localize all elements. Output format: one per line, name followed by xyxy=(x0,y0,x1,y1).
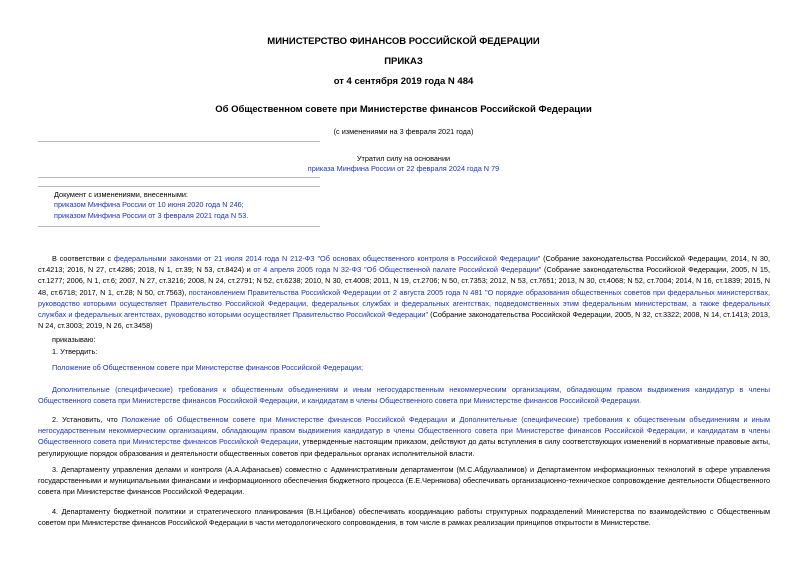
change-link-1[interactable]: приказом Минфина России от 10 июня 2020 года N 246; xyxy=(54,200,244,209)
preamble-paragraph xyxy=(38,253,770,331)
item2-paragraph xyxy=(38,414,770,459)
divider xyxy=(38,141,320,142)
repeal-link[interactable]: приказа Минфина России от 22 февраля 2024 года N 79 xyxy=(307,164,500,173)
requirements-link-2[interactable]: Дополнительные (специфические) требования к общественным объединениям и иным негосударственным некоммерческим организациям, обладающим правом выдвижения кандидатур в члены Общественного совета при Министерстве финансов Российской Федерации, и кандидатам в члены Общественного совета при Министерстве финансов Российской Федерации xyxy=(38,415,770,447)
changes-label: Документ с изменениями, внесенными: xyxy=(54,190,188,199)
text: В соответствии с xyxy=(52,254,114,263)
item4-paragraph: 4. Департаменту бюджетной политики и стратегического планирования (В.Н.Цибанов) обеспечивать координацию работы структурных подразделений Министерства по взаимодействию с Общественным советом при Министерстве финансов Российской Федерации в части методологического сопровождения, в том числе в рамках реализации принципов открытости в Министерстве. xyxy=(38,507,770,528)
date-number: от 4 сентября 2019 года N 484 xyxy=(333,76,474,87)
amendment-note: (с изменениями на 3 февраля 2021 года) xyxy=(333,127,474,136)
item3-paragraph: 3. Департаменту управления делами и контроля (А.А.Афанасьев) совместно с Административным департаментом (М.С.Абдулаалимов) и Департаментом информационных технологий в сфере управления государственными и муниципальными финансами и информационного обеспечения бюджетного процесса (Е.Е.Чернякова) обеспечивать организационно-техническое сопровождение деятельности Общественного совета при Министерстве финансов Российской Федерации. xyxy=(38,465,770,497)
item1-label: 1. Утвердить: xyxy=(52,347,98,356)
text: (Собрание законодательства Российской Федерации, 2005, N 32, ст.3322; 2008, N 14, ст.1413; 2013, N 24, ст.3003; 2019, N 26, ст.3458) xyxy=(38,310,770,331)
change-link-2[interactable]: приказом Минфина России от 3 февраля 2021 года N 53. xyxy=(54,211,249,220)
text: (Собрание законодательства Российской Федерации, 2014, N 30, ст.4213; 2016, N 27, ст.4286; 2018, N 1, ст.39; N 53, ст.8424) и xyxy=(38,254,771,275)
resolution-link-481[interactable]: постановлением Правительства Российской Федерации от 2 августа 2005 года N 481 "О порядке образования общественных советов при федеральных министерствах, руководство которыми осуществляет Правительство Российской Федерации, федеральных службах и федеральных агентствах, подведомственных этим федеральным министерствам, а также федеральных службах и федеральных агентствах, руководство которыми осуществляет Правительство Российской Федерации" xyxy=(38,287,770,320)
text: (Собрание законодательства Российской Федерации, 2005, N 15, ст.1277; 2006, N 1, ст.6; 2007, N 27, ст.3216; 2008, N 24, ст.2791; N 52, ст.6238; 2010, N 30, ст.4008; 2011, N 19, ст.2706; N 50, ст.7353; 2012, N 53, ст.7651; 2013, N 30, ст.4068; N 52, ст.7004; 2014, N 16, ст.1839; 2015, N 48, ст.6718; 2017, N 1, ст.28; N 50, ст.7563), xyxy=(38,265,770,297)
ministry-name: МИНИСТЕРСТВО ФИНАНСОВ РОССИЙСКОЙ ФЕДЕРАЦИИ xyxy=(267,36,540,47)
text: , утвержденные настоящим приказом, действуют до даты вступления в силу соответствующих изменений в нормативные правовые акты, регулирующие порядок образования и деятельности общественных советов при федеральных органах исполнительной власти. xyxy=(38,437,770,458)
status-line: Утратил силу на основании xyxy=(356,154,451,163)
text: и xyxy=(447,415,460,424)
text: 2. Установить, что xyxy=(52,415,122,424)
divider xyxy=(38,177,320,178)
item1-text-a xyxy=(38,362,770,373)
law-link-32fz[interactable]: от 4 апреля 2005 года N 32-ФЗ "Об Общественной палате Российской Федерации" xyxy=(253,265,542,275)
regulation-link-2[interactable]: Положение об Общественном совете при Министерстве финансов Российской Федерации xyxy=(121,415,448,424)
doc-type: ПРИКАЗ xyxy=(384,56,423,67)
regulation-link[interactable]: Положение об Общественном совете при Министерстве финансов Российской Федерации; xyxy=(52,363,363,372)
page-title: Об Общественном совете при Министерстве финансов Российской Федерации xyxy=(215,104,592,115)
requirements-link[interactable]: Дополнительные (специфические) требования к общественным объединениям и иным негосударственным некоммерческим организациям, обладающим правом выдвижения кандидатур в члены Общественного совета при Министерстве финансов Российской Федерации, и кандидатам в члены Общественного совета при Министерстве финансов Российской Федерации. xyxy=(38,385,770,406)
item1-text-b xyxy=(38,384,770,406)
divider xyxy=(38,186,320,187)
law-link-212fz[interactable]: федеральными законами от 21 июля 2014 года N 212-ФЗ "Об основах общественного контроля в Российской Федерации" xyxy=(113,254,541,263)
divider xyxy=(38,226,320,227)
order-word: приказываю: xyxy=(52,335,96,344)
